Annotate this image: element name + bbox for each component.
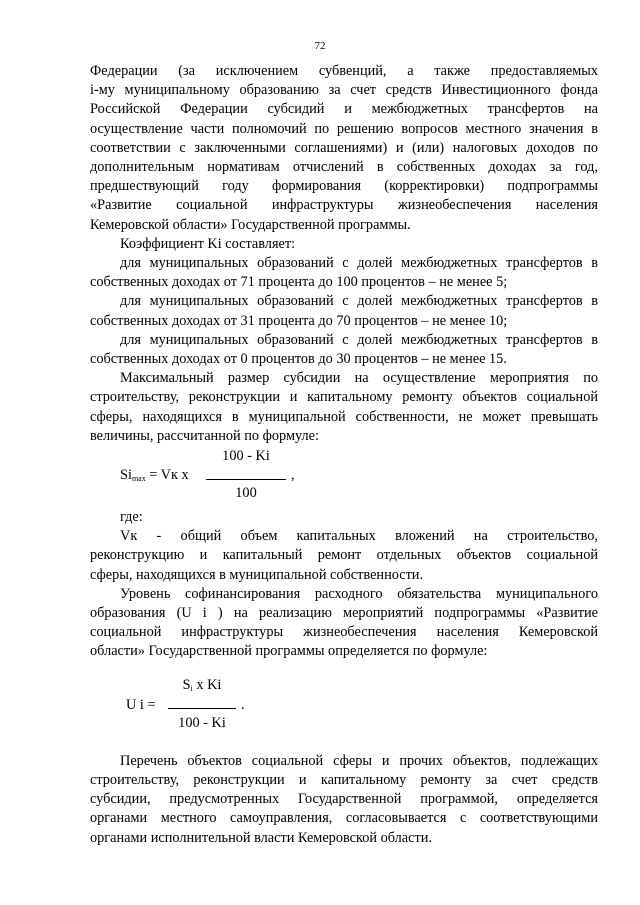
text-line: Максимальный размер субсидии на осуществление мероприятия по — [120, 370, 598, 387]
text-line: Коэффициент Ki составляет: — [120, 235, 296, 252]
formula2-num-rest: х Ki — [192, 676, 222, 693]
text-line: соответствии с заключенными соглашениями) и (или) налоговых доходов по — [90, 139, 598, 156]
text-line: Уровень софинансирования расходного обязательства муниципального — [120, 585, 598, 602]
formula2-lhs: U i = — [126, 696, 156, 713]
text-line: собственных доходах от 71 процента до 100 процентов – не менее 5; — [90, 274, 508, 291]
text-line: субсидии, предусмотренных Государственной программой, определяется — [90, 791, 598, 808]
paragraph-3 — [90, 254, 598, 292]
formula1-lhs-rest: = Vк х — [145, 467, 189, 484]
text-line: Кемеровской области» Государственной программы. — [90, 216, 411, 233]
text-line: собственных доходах от 31 процента до 70 процентов – не менее 10; — [90, 312, 508, 329]
paragraph-8 — [90, 527, 598, 585]
paragraph-9 — [90, 585, 598, 662]
text-line: строительству, реконструкции и капитальному ремонту за счет средств — [90, 771, 598, 788]
formula2-numerator — [168, 676, 236, 696]
text-line: величины, рассчитанной по формуле: — [90, 427, 319, 444]
text-line: сферы, находящихся в муниципальной собственности, не может превышать — [90, 408, 598, 425]
text-line: осуществление части полномочий по решению вопросов местного значения в — [90, 120, 598, 137]
formula1-lhs-sub: max — [131, 474, 146, 484]
paragraph-7 — [90, 508, 598, 527]
formula1-denominator: 100 — [235, 485, 257, 502]
paragraph-10 — [90, 752, 598, 848]
text-line: Российской Федерации субсидий и межбюджетных трансфертов на — [90, 101, 598, 118]
formula2-num-sub: i — [190, 683, 193, 693]
text-line: области» Государственной программы определяется по формуле: — [90, 643, 488, 660]
text-line: строительству, реконструкции и капитальному ремонту объектов социальной — [90, 389, 598, 406]
text-line: органами исполнительной власти Кемеровской области. — [90, 829, 432, 846]
formula-cofinancing-level — [90, 662, 598, 740]
text-line: органами местного самоуправления, согласовывается с соответствующими — [90, 810, 598, 827]
formula2-fraction-bar — [168, 708, 236, 709]
text-line: предшествующий году формирования (корректировки) подпрограммы — [90, 178, 598, 195]
page-number: 72 — [314, 40, 326, 52]
formula2-num-s: S — [182, 676, 191, 693]
formula1-fraction-bar — [206, 479, 286, 480]
formula2-trailing: . — [241, 696, 245, 713]
text-line: Перечень объектов социальной сферы и прочих объектов, подлежащих — [120, 752, 598, 769]
formula1-numerator: 100 - Ki — [222, 448, 270, 465]
formula1-lhs-main: Si — [120, 467, 132, 484]
text-line: собственных доходах от 0 процентов до 30 процентов – не менее 15. — [90, 351, 507, 368]
text-line: «Развитие социальной инфраструктуры жизнеобеспечения населения — [90, 197, 598, 214]
formula-max-subsidy — [90, 446, 598, 508]
paragraph-4 — [90, 292, 598, 330]
text-line: для муниципальных образований с долей межбюджетных трансфертов в — [120, 255, 598, 272]
text-line: где: — [120, 509, 143, 526]
text-line: дополнительным нормативам отчислений в собственных доходах за год, — [90, 159, 598, 176]
formula1-lhs — [120, 466, 189, 486]
text-line: Vк - общий объем капитальных вложений на строительство, — [120, 528, 598, 545]
text-line: i-му муниципальному образованию за счет средств Инвестиционного фонда — [90, 82, 598, 99]
formula1-trailing: , — [291, 467, 295, 484]
document-body — [90, 62, 598, 848]
spacer — [90, 740, 598, 752]
text-line: Федерации (за исключением субвенций, а также предоставляемых — [90, 63, 598, 79]
text-line: сферы, находящихся в муниципальной собственности. — [90, 566, 424, 583]
paragraph-5 — [90, 331, 598, 369]
text-line: образования (U i ) на реализацию мероприятий подпрограммы «Развитие — [90, 605, 598, 622]
paragraph-2 — [90, 235, 598, 254]
text-line: для муниципальных образований с долей межбюджетных трансфертов в — [120, 331, 598, 348]
text-line: социальной инфраструктуры жизнеобеспечения населения Кемеровской — [90, 624, 598, 641]
formula2-denominator: 100 - Ki — [178, 714, 226, 731]
paragraph-1 — [90, 62, 598, 235]
paragraph-6 — [90, 369, 598, 446]
text-line: для муниципальных образований с долей межбюджетных трансфертов в — [120, 293, 598, 310]
text-line: реконструкцию и капитальный ремонт отдельных объектов социальной — [90, 547, 598, 564]
